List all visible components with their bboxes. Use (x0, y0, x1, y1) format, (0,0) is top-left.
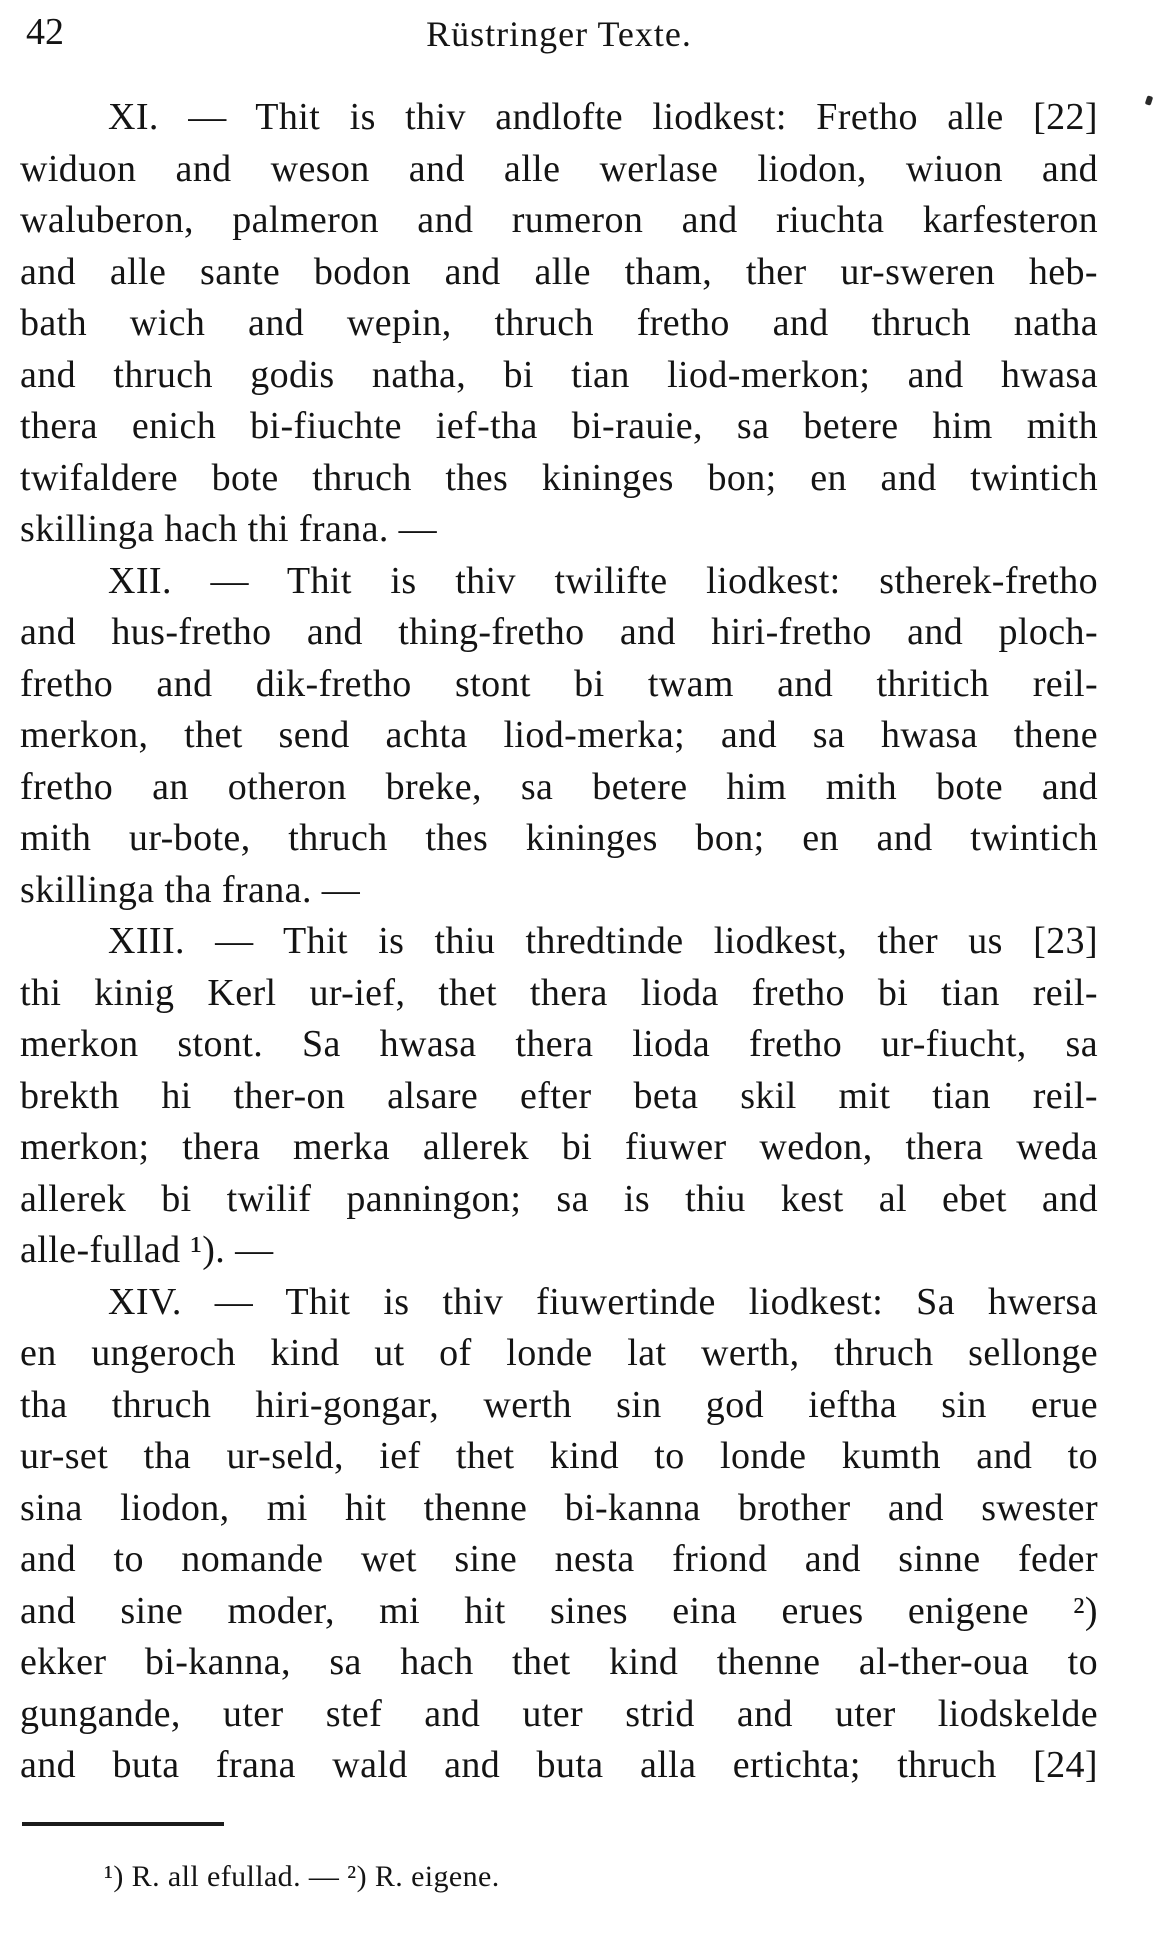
text-line: sina liodon, mi hit thenne bi-kanna brother and swester (20, 1486, 1098, 1529)
text-line: and sine moder, mi hit sines eina erues enigene ²) (20, 1589, 1098, 1632)
text-line: brekth hi ther-on alsare efter beta skil mit tian reil- (20, 1074, 1098, 1117)
text-line: waluberon, palmeron and rumeron and riuchta karfesteron (20, 199, 1098, 241)
text-line: gungande, uter stef and uter strid and uter liodskelde (20, 1692, 1098, 1735)
text-line: thi kinig Kerl ur-ief, thet thera lioda fretho bi tian reil- (20, 971, 1098, 1014)
running-title: Rüstringer Texte. (426, 14, 692, 54)
text-line: en ungeroch kind ut of londe lat werth, thruch sellonge (20, 1332, 1098, 1374)
paragraph-xiii (20, 916, 1098, 1277)
text-line: XI. — Thit is thiv andlofte liodkest: Fretho alle [22] (108, 96, 1098, 138)
text-line: ekker bi-kanna, sa hach thet kind thenne al-ther-oua to (20, 1641, 1098, 1683)
text-line: tha thruch hiri-gongar, werth sin god ieftha sin erue (20, 1383, 1098, 1426)
text-line: and alle sante bodon and alle tham, ther ur-sweren heb- (20, 250, 1098, 293)
text-line: alle-fullad ¹). — (20, 1229, 274, 1271)
page-number: 42 (26, 11, 64, 53)
text-line: XIII. — Thit is thiu thredtinde liodkest, ther us [23] (108, 920, 1098, 962)
text-line: skillinga hach thi frana. — (20, 508, 438, 550)
text-line: widuon and weson and alle werlase liodon, wiuon and (20, 147, 1098, 190)
text-line: allerek bi twilif panningon; sa is thiu kest al ebet and (20, 1177, 1098, 1220)
paragraph-xiv (20, 1277, 1098, 1792)
text-line: bath wich and wepin, thruch fretho and thruch natha (20, 302, 1098, 344)
text-line: XIV. — Thit is thiv fiuwertinde liodkest: Sa hwersa (108, 1280, 1098, 1323)
scan-speck (1145, 95, 1153, 105)
text-line: XII. — Thit is thiv twilifte liodkest: stherek-fretho (108, 559, 1098, 602)
text-line: fretho and dik-fretho stont bi twam and thritich reil- (20, 662, 1098, 705)
page-header (20, 10, 1098, 56)
text-line: ur-set tha ur-seld, ief thet kind to londe kumth and to (20, 1435, 1098, 1477)
text-line: thera enich bi-fiuchte ief-tha bi-rauie, sa betere him mith (20, 405, 1098, 447)
text-line: mith ur-bote, thruch thes kininges bon; en and twintich (20, 817, 1098, 859)
text-line: merkon stont. Sa hwasa thera lioda fretho ur-fiucht, sa (20, 1023, 1098, 1065)
paragraph-xii (20, 556, 1098, 917)
footnote-separator (22, 1822, 224, 1826)
paragraph-xi (20, 92, 1098, 556)
text-line: fretho an otheron breke, sa betere him mith bote and (20, 765, 1098, 808)
text-line: merkon, thet send achta liod-merka; and sa hwasa thene (20, 714, 1098, 756)
footnote: ¹) R. all efullad. — ²) R. eigene. (104, 1860, 500, 1893)
text-block (20, 92, 1098, 1792)
text-line: skillinga tha frana. — (20, 868, 361, 911)
text-line: and thruch godis natha, bi tian liod-merkon; and hwasa (20, 353, 1098, 396)
text-line: merkon; thera merka allerek bi fiuwer wedon, thera weda (20, 1126, 1098, 1168)
text-line: and buta frana wald and buta alla ertichta; thruch [24] (20, 1744, 1098, 1786)
text-line: twifaldere bote thruch thes kininges bon; en and twintich (20, 456, 1098, 499)
text-line: and to nomande wet sine nesta friond and sinne feder (20, 1538, 1098, 1580)
text-line: and hus-fretho and thing-fretho and hiri-fretho and ploch- (20, 611, 1098, 653)
